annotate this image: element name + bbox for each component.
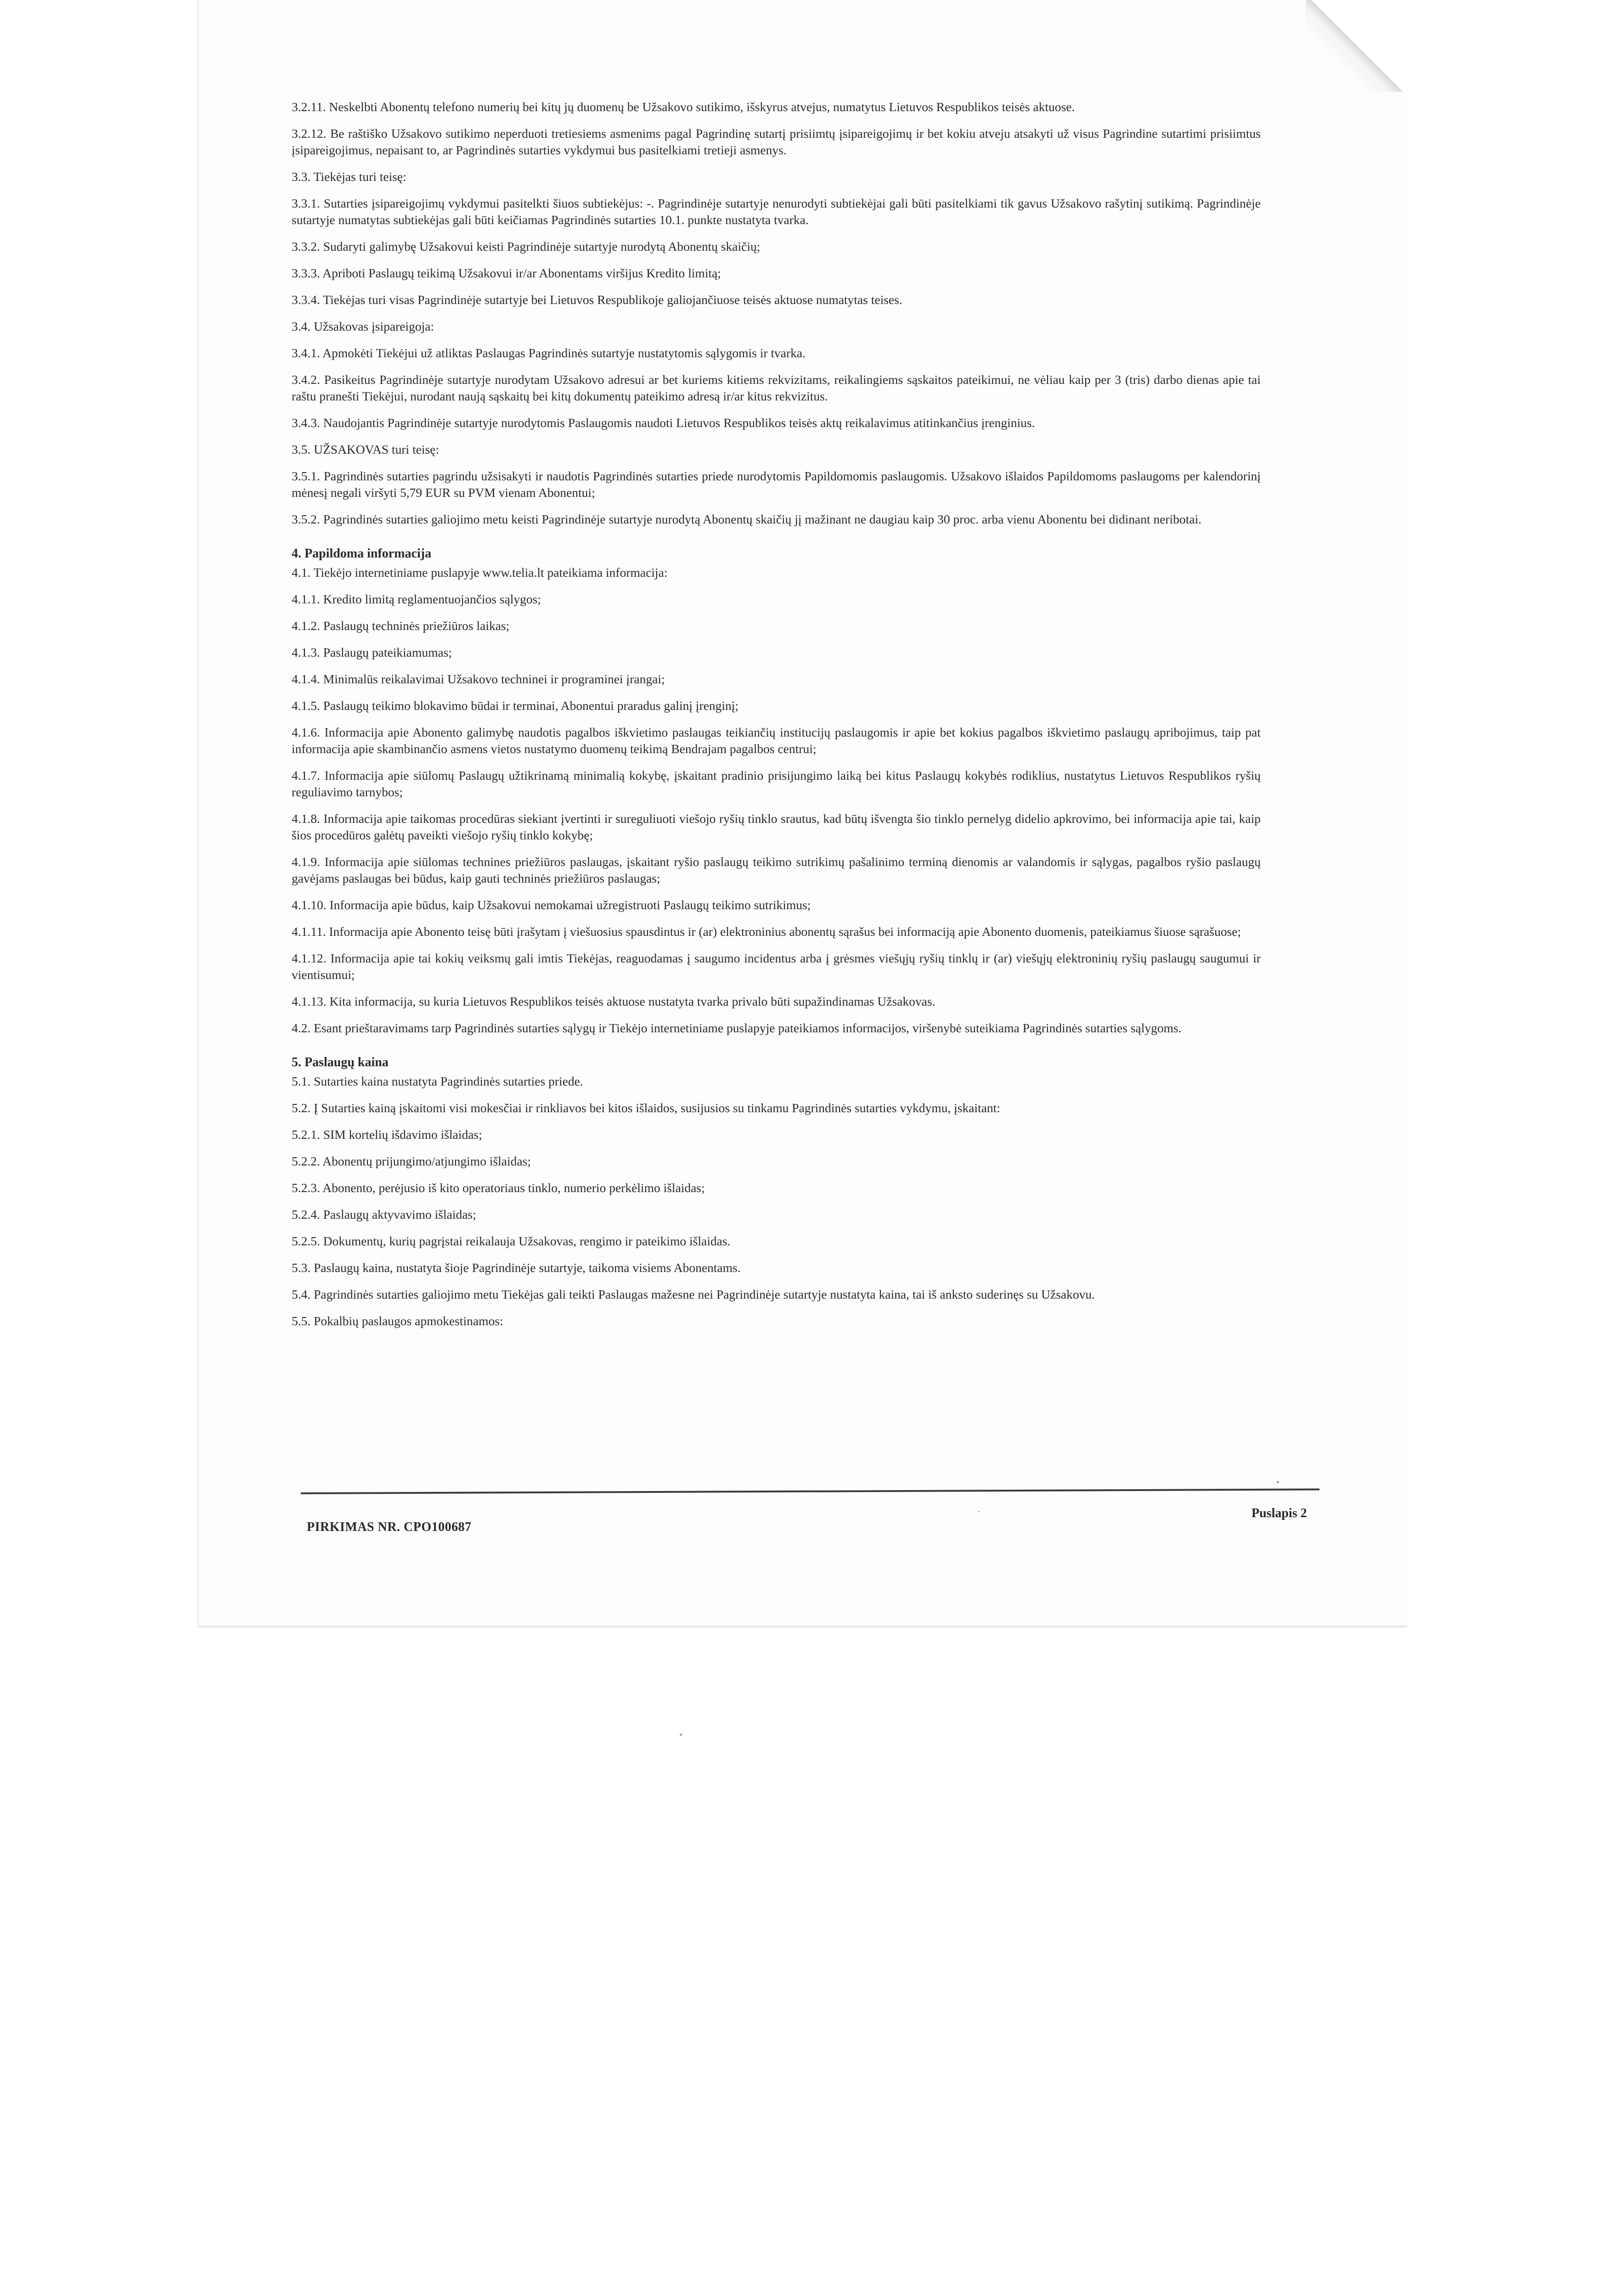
clause-3-2-12: 3.2.12. Be raštiško Užsakovo sutikimo neperduoti tretiesiems asmenims pagal Pagrindinę sutartį prisiimtų įsipareigojimų ir bet kokiu atveju atsakyti už visus Pagrindine sutartimi prisiimtus įsipareigojimus, nepaisant to, ar Pagrindinės sutarties vykdymui bus pasitelkiami tretieji asmenys. — [292, 126, 1261, 157]
clause-3-4-2: 3.4.2. Pasikeitus Pagrindinėje sutartyje nurodytam Užsakovo adresui ar bet kuriems kitiems rekvizitams, reikalingiems sąskaitos pateikimui, ne vėliau kaip per 3 (tris) darbo dienas apie tai raštu pranešti Tiekėjui, nurodant naują sąskaitų bei kitų dokumentų pateikimo adresą ir/ar kitus rekvizitus. — [292, 372, 1261, 403]
clause-3-5-2: 3.5.2. Pagrindinės sutarties galiojimo metu keisti Pagrindinėje sutartyje nurodytą Abonentų skaičių jį mažinant ne daugiau kaip 30 proc. arba vienu Abonentu bei didinant neribotai. — [292, 512, 1202, 526]
clause-4-1: 4.1. Tiekėjo internetiniame puslapyje www.telia.lt pateikiama informacija: — [292, 565, 668, 580]
clause-4-1-12: 4.1.12. Informacija apie tai kokių veiksmų gali imtis Tiekėjas, reaguodamas į saugumo incidentus arba į grėsmes viešųjų ryšių tinklų ir (ar) viešųjų elektroninių ryšių paslaugų saugumui ir vientisumui; — [292, 951, 1261, 982]
clause-4-1-9: 4.1.9. Informacija apie siūlomas technines priežiūros paslaugas, įskaitant ryšio paslaugų teikimo sutrikimų pašalinimo terminą dienomis ar valandomis ir sąlygas, pagalbos ryšio paslaugų gavėjams paslaugas bei būdus, kaip gauti techninės priežiūros paslaugas; — [292, 855, 1261, 885]
footer-procurement-number: PIRKIMAS NR. CPO100687 — [307, 1520, 472, 1534]
section-4-heading: 4. Papildoma informacija — [292, 546, 432, 561]
page-corner-fold — [1306, 0, 1407, 92]
document-body — [292, 99, 1261, 1339]
clause-3-3: 3.3. Tiekėjas turi teisę: — [292, 169, 406, 184]
clause-3-3-1: 3.3.1. Sutarties įsipareigojimų vykdymui pasitelkti šiuos subtiekėjus: -. Pagrindinėje sutartyje nenurodyti subtiekėjai gali būti pasitelkiami tik gavus Užsakovo rašytinį sutikimą. Pagrindinėje sutartyje numatytas subtiekėjas gali būti keičiamas Pagrindinės sutarties 10.1. punkte nustatyta tvarka. — [292, 196, 1261, 227]
clause-4-1-8: 4.1.8. Informacija apie taikomas procedūras siekiant įvertinti ir sureguliuoti viešojo ryšių tinklo srautus, kad būtų išvengta šio tinklo pernelyg didelio apkrovimo, bei informacija apie tai, kaip šios procedūros galėtų paveikti viešojo ryšių tinklo kokybę; — [292, 811, 1261, 842]
clause-3-4-1: 3.4.1. Apmokėti Tiekėjui už atliktas Paslaugas Pagrindinės sutartyje nustatytomis sąlygomis ir tvarka. — [292, 346, 806, 360]
clause-3-5-1: 3.5.1. Pagrindinės sutarties pagrindu užsisakyti ir naudotis Pagrindinės sutarties priede nurodytomis Papildomomis paslaugomis. Užsakovo išlaidos Papildomoms paslaugoms per kalendorinį mėnesį negali viršyti 5,79 EUR su PVM vienam Abonentui; — [292, 469, 1261, 500]
clause-4-1-1: 4.1.1. Kredito limitą reglamentuojančios sąlygos; — [292, 592, 541, 606]
scan-speck — [1277, 1481, 1279, 1483]
clause-4-1-13: 4.1.13. Kita informacija, su kuria Lietuvos Respublikos teisės aktuose nustatyta tvarka privalo būti supažindinamas Užsakovas. — [292, 994, 936, 1008]
clause-3-4: 3.4. Užsakovas įsipareigoja: — [292, 319, 434, 333]
clause-4-1-7: 4.1.7. Informacija apie siūlomų Paslaugų užtikrinamą minimalią kokybę, įskaitant pradinio prisijungimo laiką bei kitus Paslaugų kokybės rodiklius, nustatytus Lietuvos Respublikos ryšių reguliavimo tarnybos; — [292, 768, 1261, 799]
clause-5-2: 5.2. Į Sutarties kainą įskaitomi visi mokesčiai ir rinkliavos bei kitos išlaidos, susijusios su tinkamu Pagrindinės sutarties vykdymu, įskaitant: — [292, 1101, 1000, 1115]
clause-3-3-4: 3.3.4. Tiekėjas turi visas Pagrindinėje sutartyje bei Lietuvos Respublikoje galiojančiuose teisės aktuose numatytas teises. — [292, 293, 902, 307]
clause-4-1-11: 4.1.11. Informacija apie Abonento teisę būti įrašytam į viešuosius spausdintus ir (ar) elektroninius abonentų sąrašus bei informaciją apie Abonento duomenis, pateikiamus šiuose sąrašuose; — [292, 924, 1241, 939]
clause-4-2: 4.2. Esant prieštaravimams tarp Pagrindinės sutarties sąlygų ir Tiekėjo internetiniame puslapyje pateikiamos informacijos, viršenybė suteikiama Pagrindinės sutarties sąlygoms. — [292, 1021, 1182, 1035]
clause-3-3-3: 3.3.3. Apriboti Paslaugų teikimą Užsakovui ir/ar Abonentams viršijus Kredito limitą; — [292, 266, 721, 280]
clause-5-3: 5.3. Paslaugų kaina, nustatyta šioje Pagrindinėje sutartyje, taikoma visiems Abonentams. — [292, 1261, 741, 1275]
clause-4-1-6: 4.1.6. Informacija apie Abonento galimybę naudotis pagalbos iškvietimo paslaugas teikiančių institucijų paslaugomis ir apie bet kokius pagalbos iškvietimo paslaugų apribojimus, taip pat informacija apie skambinančio asmens vietos nustatymo duomenų teikimą Bendrajam pagalbos centrui; — [292, 725, 1261, 756]
clause-5-2-3: 5.2.3. Abonento, perėjusio iš kito operatoriaus tinklo, numerio perkėlimo išlaidas; — [292, 1181, 705, 1195]
clause-4-1-5: 4.1.5. Paslaugų teikimo blokavimo būdai ir terminai, Abonentui praradus galinį įrenginį; — [292, 698, 739, 713]
clause-5-2-5: 5.2.5. Dokumentų, kurių pagrįstai reikalauja Užsakovas, rengimo ir pateikimo išlaidas. — [292, 1234, 731, 1248]
clause-3-2-11: 3.2.11. Neskelbti Abonentų telefono numerių bei kitų jų duomenų be Užsakovo sutikimo, išskyrus atvejus, numatytus Lietuvos Respublikos teisės aktuose. — [292, 100, 1075, 114]
clause-3-5: 3.5. UŽSAKOVAS turi teisę: — [292, 442, 440, 456]
clause-4-1-2: 4.1.2. Paslaugų techninės priežiūros laikas; — [292, 619, 510, 633]
clause-5-2-1: 5.2.1. SIM kortelių išdavimo išlaidas; — [292, 1127, 482, 1142]
clause-5-4: 5.4. Pagrindinės sutarties galiojimo metu Tiekėjas gali teikti Paslaugas mažesne nei Pagrindinėje sutartyje nustatyta kaina, tai iš anksto suderinęs su Užsakovu. — [292, 1287, 1095, 1301]
clause-5-5: 5.5. Pokalbių paslaugos apmokestinamos: — [292, 1314, 503, 1328]
section-5-heading: 5. Paslaugų kaina — [292, 1055, 389, 1069]
clause-4-1-4: 4.1.4. Minimalūs reikalavimai Užsakovo techninei ir programinei įrangai; — [292, 672, 665, 686]
scan-speck — [978, 1511, 980, 1512]
clause-5-2-4: 5.2.4. Paslaugų aktyvavimo išlaidas; — [292, 1207, 476, 1221]
clause-4-1-3: 4.1.3. Paslaugų pateikiamumas; — [292, 645, 452, 659]
scan-speck — [680, 1733, 682, 1736]
clause-3-3-2: 3.3.2. Sudaryti galimybę Užsakovui keisti Pagrindinėje sutartyje nurodytą Abonentų skaičių; — [292, 239, 761, 253]
clause-3-4-3: 3.4.3. Naudojantis Pagrindinėje sutartyje nurodytomis Paslaugomis naudoti Lietuvos Respublikos teisės aktų reikalavimus atitinkančius įrenginius. — [292, 416, 1035, 430]
clause-4-1-10: 4.1.10. Informacija apie būdus, kaip Užsakovui nemokamai užregistruoti Paslaugų teikimo sutrikimus; — [292, 898, 811, 912]
footer-page-number: Puslapis 2 — [1251, 1506, 1307, 1520]
clause-5-1: 5.1. Sutarties kaina nustatyta Pagrindinės sutarties priede. — [292, 1074, 583, 1088]
clause-5-2-2: 5.2.2. Abonentų prijungimo/atjungimo išlaidas; — [292, 1154, 531, 1168]
